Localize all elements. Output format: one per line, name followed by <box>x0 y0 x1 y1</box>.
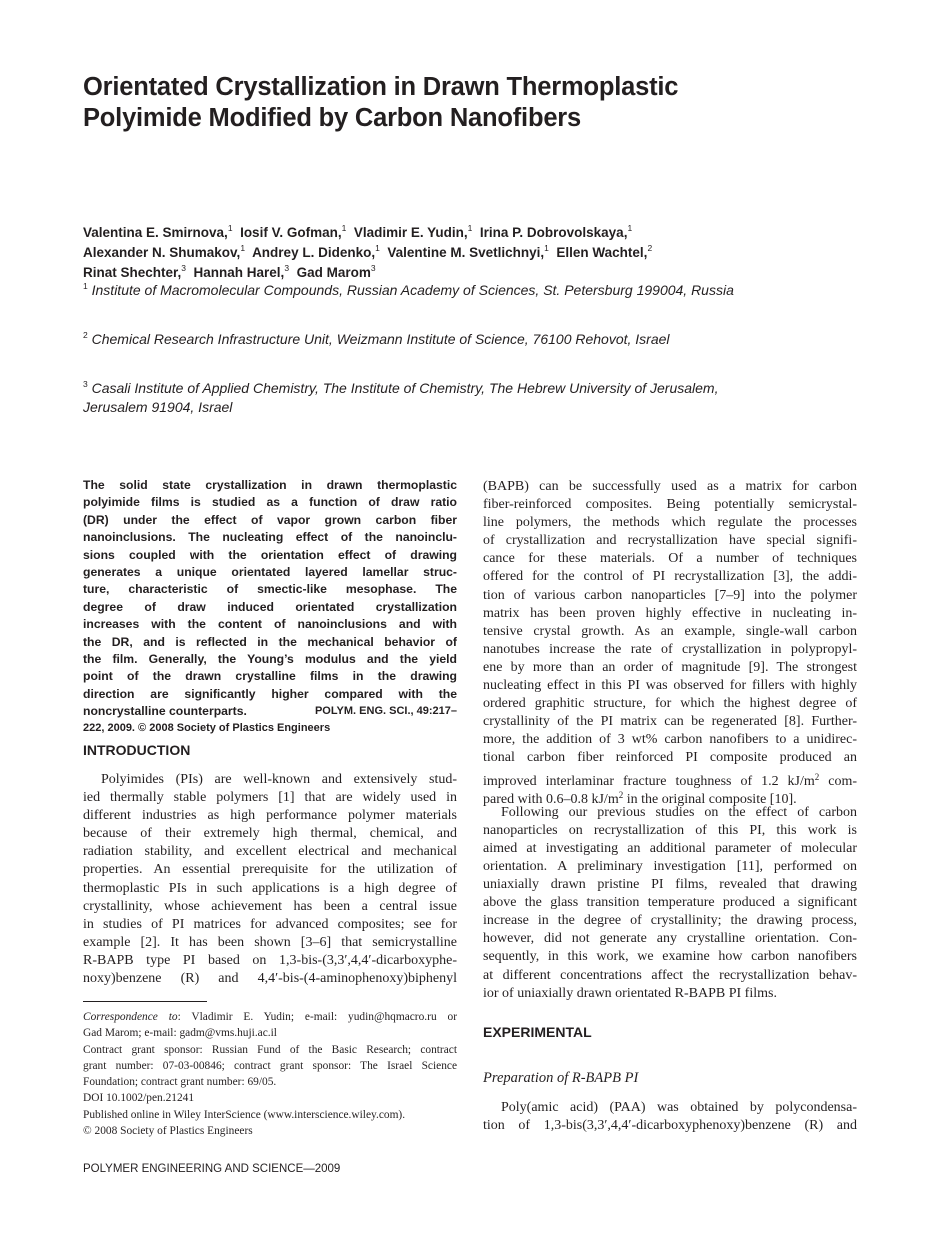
affiliation-2 <box>83 330 863 349</box>
footnote-line: Contract grant sponsor: Russian Fund of the Basic Research; contract <box>83 1043 457 1056</box>
paragraph-line: tion of 1,3-bis(3,3′,4,4′-dicarboxyphenoxy)benzene (R) and <box>483 1118 857 1134</box>
paragraph-line: crystallinity of the PI matrix can be regenerated [8]. Further- <box>483 714 857 730</box>
affiliation-marker: 1 <box>544 243 549 253</box>
text-run: com- <box>819 773 857 789</box>
paragraph-line: properties. An essential prerequisite for the utilization of <box>83 862 457 878</box>
journal-footer: POLYMER ENGINEERING AND SCIENCE—2009 <box>83 1163 341 1175</box>
author-list <box>83 223 863 283</box>
author-name: Hannah Harel, <box>193 265 285 280</box>
paragraph-line: nucleating effect in this PI was observed for fillers with highly <box>483 678 857 694</box>
paragraph-line: in studies of PI matrices for advanced composites; see for <box>83 916 457 932</box>
copyright: © 2008 Society of Plastics Engineers <box>83 1125 253 1138</box>
paragraph-line: crystallinity, whose achievement has been a central issue <box>83 898 457 914</box>
author-name: Iosif V. Gofman, <box>240 225 342 240</box>
paragraph-line: cance for these materials. Of a number of techniques <box>483 551 857 567</box>
affiliation-3 <box>83 379 863 417</box>
paragraph-line: nanoparticles on recrystallization of this PI, this work is <box>483 822 857 838</box>
affiliation-marker: 3 <box>181 263 187 273</box>
text-run: pared with 0.6–0.8 kJ/m <box>483 791 619 807</box>
journal-citation: 222, 2009. © 2008 Society of Plastics Engineers <box>83 722 331 735</box>
paragraph-line: aimed at investigating an additional parameter of molecular <box>483 840 857 856</box>
footnote-divider <box>83 1001 207 1002</box>
abstract-line: nanoinclusions. The nucleating effect of the nanoinclu- <box>83 530 457 545</box>
paragraph-line: radiation stability, and excellent electrical and mechanical <box>83 844 457 860</box>
subsection-heading: Preparation of R-BAPB PI <box>483 1070 639 1086</box>
affiliation-marker: 1 <box>467 223 473 233</box>
paragraph-line: because of their extremely high thermal, chemical, and <box>83 826 457 842</box>
abstract-line: polyimide films is studied as a function of draw ratio <box>83 495 457 510</box>
paragraph-line <box>483 768 857 789</box>
affiliation-number: 3 <box>83 379 88 389</box>
paragraph-line: (BAPB) can be successfully used as a matrix for carbon <box>483 479 857 494</box>
article-title <box>83 72 843 134</box>
affiliation-number: 2 <box>83 330 88 340</box>
abstract-line: the DR, and is reflected in the mechanical behavior of <box>83 634 457 649</box>
paragraph-line: Polyimides (PIs) are well-known and extensively stud- <box>101 772 457 787</box>
affiliation-text: Institute of Macromolecular Compounds, Russian Academy of Sciences, St. Petersburg 199004, Russia <box>91 282 734 298</box>
abstract-line: increases with the content of nanoinclusions and with <box>83 617 457 632</box>
affiliation-text: Casali Institute of Applied Chemistry, The Institute of Chemistry, The Hebrew University of Jerusalem, <box>91 380 719 396</box>
right-column-text <box>483 478 857 1003</box>
affiliation-number: 1 <box>83 281 88 291</box>
paragraph-line: line polymers, the methods which regulate the processes <box>483 515 857 531</box>
correspondence-label: Correspondence to <box>83 1011 178 1023</box>
paragraph-line: matrix has been proven highly effective in nucleating in- <box>483 605 857 621</box>
journal-citation: POLYM. ENG. SCI., 49:217– <box>314 705 457 718</box>
abstract-line: The solid state crystallization in drawn thermoplastic <box>83 478 457 492</box>
paragraph-line: ied thermally stable polymers [1] that are widely used in <box>83 790 457 806</box>
doi: DOI 10.1002/pen.21241 <box>83 1092 195 1105</box>
affiliation-marker: 1 <box>240 243 246 253</box>
footnote-line: Gad Marom; e-mail: gadm@vms.huji.ac.il <box>83 1027 277 1040</box>
affiliation-marker: 1 <box>375 243 380 253</box>
affiliation-marker: 2 <box>647 243 653 253</box>
affiliation-marker: 1 <box>627 223 633 233</box>
paragraph-line: example [2]. It has been shown [3–6] that semicrystalline <box>83 934 457 950</box>
paragraph-line: different industries as high performance polymer materials <box>83 808 457 824</box>
paragraph-line: Poly(amic acid) (PAA) was obtained by polycondensa- <box>501 1100 857 1115</box>
paragraph-line: orientation. A preliminary investigation [11], performed on <box>483 858 857 874</box>
title-line-1: Orientated Crystallization in Drawn Thermoplastic <box>83 73 679 101</box>
experimental-text <box>483 1099 857 1135</box>
introduction-text <box>83 771 457 988</box>
text-run: in the original composite [10]. <box>623 791 797 807</box>
paragraph-line: at different concentrations affect the recrystallization behav- <box>483 967 857 983</box>
paragraph-line: uniaxially drawn pristine PI films, revealed that drawing <box>483 877 857 893</box>
footnote-line: Foundation; contract grant number: 69/05. <box>83 1076 277 1089</box>
author-name: Alexander N. Shumakov, <box>83 245 241 260</box>
paragraph-line: ene by more than an order of magnitude [9]. The strongest <box>483 659 857 675</box>
section-heading-introduction: INTRODUCTION <box>83 742 191 758</box>
affiliation-marker: 3 <box>284 263 290 273</box>
abstract-line: degree of draw induced orientated crystallization <box>83 599 457 614</box>
footnote-line: grant number: 07-03-00846; contract grant sponsor: The Israel Science <box>83 1059 457 1072</box>
abstract-line: generates a unique orientated layered lamellar struc- <box>83 564 457 579</box>
affiliation-1 <box>83 281 863 300</box>
paragraph-line: tion of various carbon nanoparticles [7–9] into the polymer <box>483 587 857 603</box>
paragraph-line: more, the addition of 3 wt% carbon nanofibers to a unidirec- <box>483 732 857 748</box>
author-name: Vladimir E. Yudin, <box>353 225 468 240</box>
abstract <box>83 477 457 738</box>
paragraph-line: above the glass transition temperature produced a significant <box>483 895 857 911</box>
paragraph-line: of crystallization and recrystallization have special signifi- <box>483 533 857 549</box>
title-line-2: Polyimide Modified by Carbon Nanofibers <box>83 104 582 132</box>
footnotes <box>83 1009 457 1139</box>
paragraph-line: noxy)benzene (R) and 4,4′-bis-(4-aminophenoxy)biphenyl <box>83 971 457 987</box>
affiliation-text: Jerusalem 91904, Israel <box>83 399 233 415</box>
abstract-line: point of the drawn crystalline films in the drawing <box>83 669 457 684</box>
author-name: Valentine M. Svetlichnyi, <box>387 245 545 260</box>
paragraph-line: Following our previous studies on the effect of carbon <box>501 804 857 820</box>
paragraph-line: ior of uniaxially drawn orientated R-BAPB PI films. <box>483 985 777 1001</box>
superscript: 2 <box>618 789 624 800</box>
paragraph-line: thermoplastic PIs in such applications is a high degree of <box>83 880 457 896</box>
paragraph-line: ordered graphitic structure, for which the highest degree of <box>483 696 857 712</box>
abstract-line-text: noncrystalline counterparts. <box>83 704 247 719</box>
author-name: Rinat Shechter, <box>83 265 182 280</box>
affiliation-marker: 1 <box>227 223 233 233</box>
affiliation-marker: 1 <box>341 223 347 233</box>
paragraph-line: offered for the control of PI recrystallization [3], the addi- <box>483 569 857 585</box>
paragraph-line: R-BAPB type PI based on 1,3-bis-(3,3′,4,4′-dicarboxyphe- <box>83 952 457 968</box>
paragraph-line: however, did not generate any crystalline orientation. Con- <box>483 931 857 947</box>
author-name: Ellen Wachtel, <box>556 245 648 260</box>
paragraph-line: tional carbon fiber reinforced PI composite produced an <box>483 750 857 766</box>
paragraph-line: sequently, in this work, we examine how carbon nanofibers <box>483 949 857 965</box>
abstract-line <box>83 703 457 720</box>
author-name: Valentina E. Smirnova, <box>83 225 228 240</box>
author-name: Irina P. Dobrovolskaya, <box>479 225 628 240</box>
abstract-line: direction are significantly higher compared with the <box>83 686 457 701</box>
footnote-line: Published online in Wiley InterScience (www.interscience.wiley.com). <box>83 1108 406 1121</box>
author-name: Andrey L. Didenko, <box>252 245 376 260</box>
text-run: improved interlaminar fracture toughness of 1.2 kJ/m <box>483 773 815 789</box>
author-name: Gad Marom <box>296 265 371 280</box>
abstract-line: the film. Generally, the Young’s modulus and the yield <box>83 651 457 666</box>
affiliation-text: Chemical Research Infrastructure Unit, Weizmann Institute of Science, 76100 Rehovot, Israel <box>91 331 670 347</box>
section-heading-experimental: EXPERIMENTAL <box>483 1024 592 1040</box>
paragraph-line: tensive crystal growth. As an example, single-wall carbon <box>483 623 857 639</box>
abstract-line: ture, characteristic of smectic-like mesophase. The <box>83 582 457 597</box>
paragraph-line: increase in the degree of crystallinity; the drawing process, <box>483 913 857 929</box>
correspondence-text: : Vladimir E. Yudin; e-mail: yudin@hqmacro.ru or <box>177 1011 457 1023</box>
affiliation-marker: 3 <box>370 263 376 273</box>
abstract-line: sions coupled with the orientation effect of drawing <box>83 547 457 562</box>
paragraph-line: fiber-reinforced composites. Being potentially semicrystal- <box>483 497 857 513</box>
abstract-line: (DR) under the effect of vapor grown carbon fiber <box>83 512 457 527</box>
footnote-line <box>83 1009 457 1025</box>
paragraph-line: nanotubes increase the rate of crystallization in polypropyl- <box>483 641 857 657</box>
superscript: 2 <box>814 771 820 782</box>
